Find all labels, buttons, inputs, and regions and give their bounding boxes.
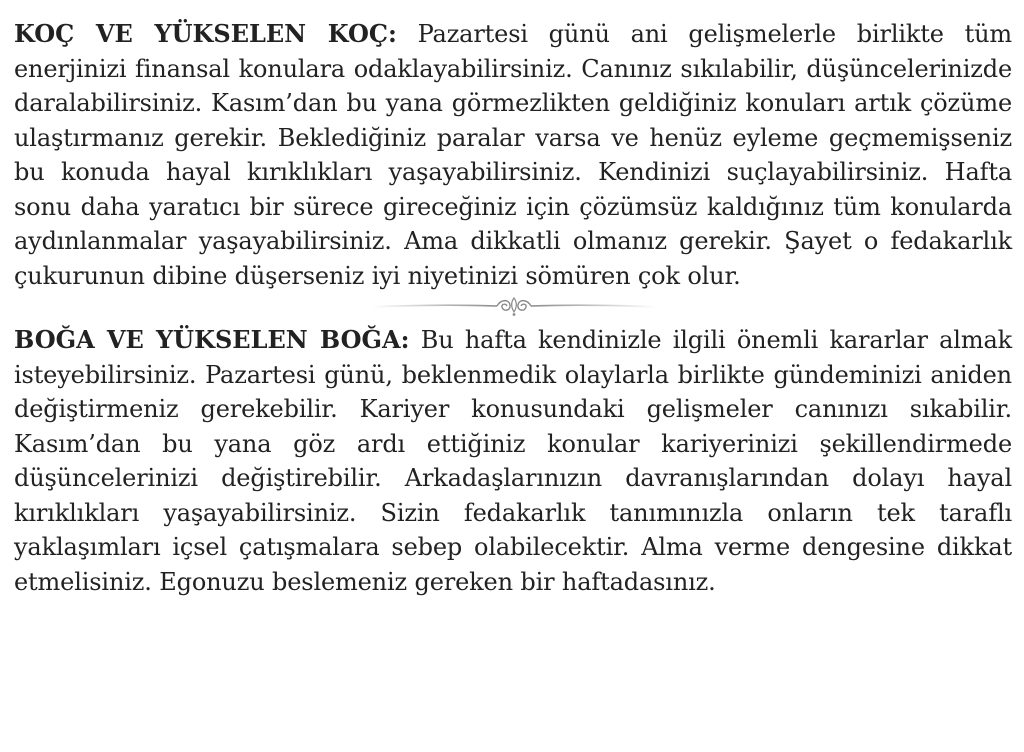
section-boga bbox=[14, 323, 1012, 599]
article bbox=[14, 17, 1012, 599]
section-heading: KOÇ VE YÜKSELEN KOÇ: bbox=[14, 19, 397, 48]
section-koc bbox=[14, 17, 1012, 293]
section-heading: BOĞA VE YÜKSELEN BOĞA: bbox=[14, 325, 410, 354]
section-divider bbox=[14, 295, 1012, 317]
section-body: Pazartesi günü ani gelişmelerle birlikte tüm enerjinizi finansal konulara odaklayabilirsiniz. Canınız sıkılabilir, düşüncelerinizde daralabilirsiniz. Kasım’dan bu yana görmezlikten geldiğiniz konuları artık çözüme ulaştırmanız gerekir. Beklediğiniz paralar varsa ve henüz eyleme geçmemişseniz bu konuda hayal kırıklıkları yaşayabilirsiniz. Kendinizi suçlayabilirsiniz. Hafta sonu daha yaratıcı bir sürece gireceğiniz için çözümsüz kaldığınız tüm konularda aydınlanmalar yaşayabilirsiniz. Ama dikkatli olmanız gerekir. Şayet o fedakarlık çukurunun dibine düşerseniz iyi niyetinizi sömüren çok olur. bbox=[14, 20, 1012, 290]
ornamental-divider-icon bbox=[369, 295, 659, 317]
section-body: Bu hafta kendinizle ilgili önemli kararlar almak isteyebilirsiniz. Pazartesi günü, beklenmedik olaylarla birlikte gündeminizi aniden değiştirmeniz gerekebilir. Kariyer konusundaki gelişmeler canınızı sıkabilir. Kasım’dan bu yana göz ardı ettiğiniz konular kariyerinizi şekillendirmede düşüncelerinizi değiştirebilir. Arkadaşlarınızın davranışlarından dolayı hayal kırıklıkları yaşayabilirsiniz. Sizin fedakarlık tanımınızla onların tek taraflı yaklaşımları içsel çatışmalara sebep olabilecektir. Alma verme dengesine dikkat etmelisiniz. Egonuzu beslemeniz gereken bir haftadasınız. bbox=[14, 326, 1012, 596]
